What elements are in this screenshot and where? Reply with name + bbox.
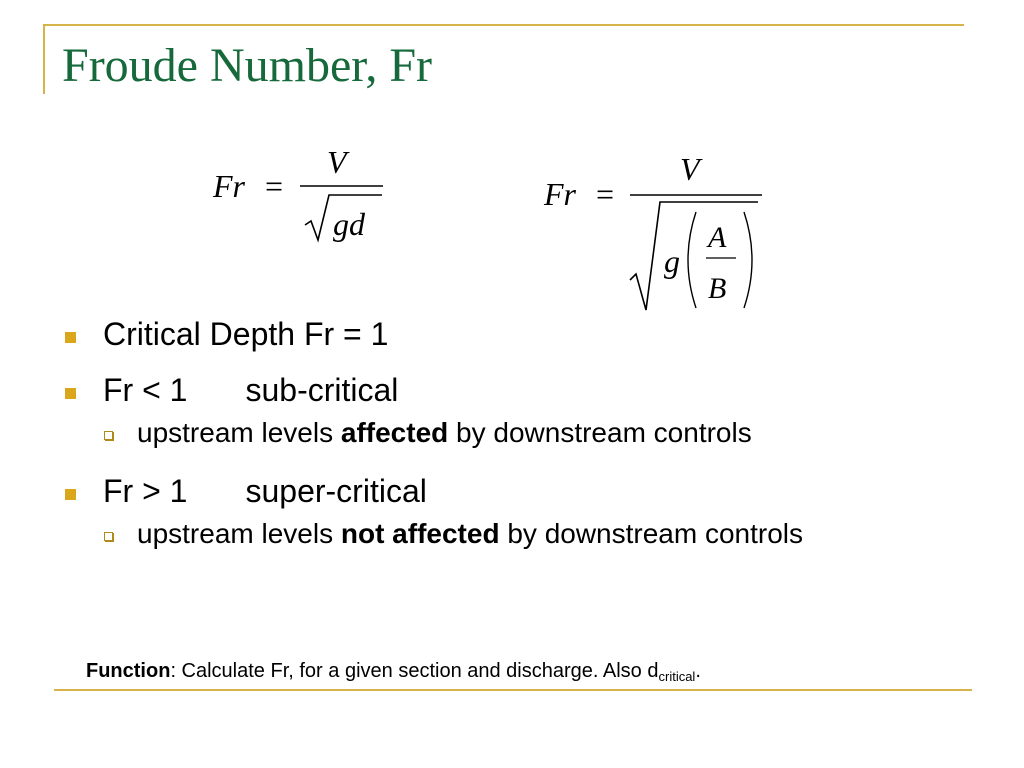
inner-denominator: B (708, 272, 727, 305)
slide-title: Froude Number, Fr (62, 39, 433, 92)
bullet-sub-critical (62, 370, 962, 410)
top-accent-line (43, 24, 964, 26)
froude-formula-simple (205, 140, 395, 255)
left-paren (688, 212, 696, 308)
bullet-condition: Fr < 1 (103, 372, 188, 408)
formula-denominator: gd (333, 206, 365, 242)
function-subscript: critical (658, 669, 696, 684)
inner-numerator: A (708, 221, 727, 254)
function-note (86, 659, 701, 683)
hollow-square-bullet-icon (104, 431, 113, 440)
square-bullet-icon (65, 332, 76, 343)
sub-bullet-bold: not affected (340, 518, 500, 549)
bullet-super-critical (62, 471, 962, 511)
formula-numerator: V (680, 151, 700, 187)
formula-lhs: Fr (544, 176, 576, 212)
bullet-list (62, 314, 962, 572)
function-label: Function (86, 660, 171, 682)
bullet-regime: super-critical (245, 473, 427, 509)
froude-formula-section (538, 140, 778, 315)
bullet-critical-depth (62, 314, 962, 354)
formula-equals: = (265, 168, 284, 204)
bottom-accent-line (54, 689, 972, 691)
sub-bullet-pre: upstream levels (137, 518, 341, 549)
function-end: . (695, 660, 701, 682)
left-accent-line (43, 24, 45, 94)
right-paren (744, 212, 752, 308)
sub-bullet-bold: affected (340, 417, 449, 448)
formula-equals: = (596, 176, 615, 212)
bullet-regime: sub-critical (245, 372, 399, 408)
bullet-condition: Fr > 1 (103, 473, 188, 509)
sub-bullet-post: by downstream controls (448, 417, 752, 448)
sub-bullet-post: by downstream controls (499, 518, 804, 549)
square-bullet-icon (65, 388, 76, 399)
formula-g: g (664, 243, 680, 279)
formula-lhs: Fr (213, 168, 245, 204)
bullet-text: Critical Depth Fr = 1 (103, 316, 389, 352)
sub-bullet-super-critical (62, 517, 967, 550)
formula-numerator: V (327, 144, 347, 180)
square-bullet-icon (65, 489, 76, 500)
function-text: : Calculate Fr, for a given section and discharge. Also d (170, 660, 659, 682)
sub-bullet-sub-critical (62, 416, 967, 449)
hollow-square-bullet-icon (104, 532, 113, 541)
sub-bullet-pre: upstream levels (137, 417, 341, 448)
